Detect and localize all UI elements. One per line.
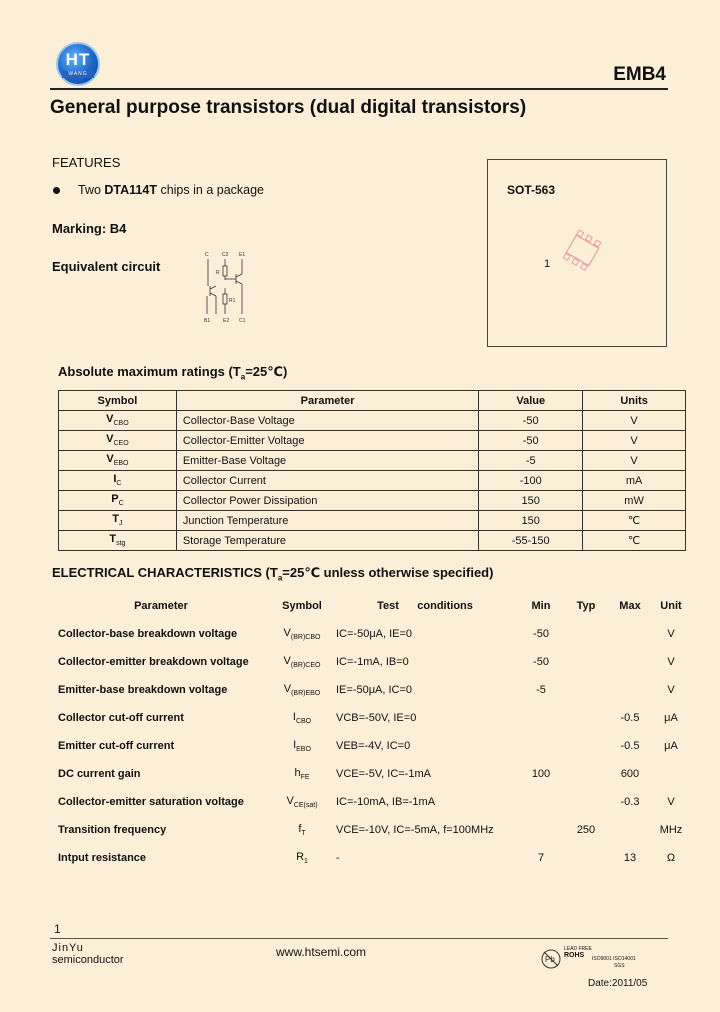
- cell-max: -0.3: [620, 796, 640, 808]
- table-row: [59, 531, 686, 551]
- cell-min: -50: [533, 656, 549, 668]
- cell-max: [608, 676, 652, 704]
- col-header-units: Units: [583, 391, 686, 411]
- col-header-symbol: Symbol: [282, 600, 322, 612]
- cell-typ: [564, 648, 608, 676]
- cert-text-2: ROHS: [564, 952, 585, 959]
- abs-max-title: [58, 364, 287, 382]
- cell-unit: ℃: [583, 531, 686, 551]
- elec-title: [52, 565, 493, 583]
- cell-symbol: $f_T$: [298, 822, 306, 838]
- elec-title-prefix: ELECTRICAL CHARACTERISTICS (T: [52, 565, 278, 580]
- cell-typ: [564, 760, 608, 788]
- table-header-row: [59, 391, 686, 411]
- header-divider: [50, 88, 668, 90]
- cell-unit: mW: [583, 491, 686, 511]
- col-header-typ: Typ: [576, 600, 596, 612]
- cell-parameter: Collector-base breakdown voltage: [58, 628, 238, 640]
- cell-typ: [564, 676, 608, 704]
- feature-part: DTA114T: [104, 183, 157, 197]
- table-row: [59, 451, 686, 471]
- circuit-r-label: R: [216, 270, 220, 276]
- abs-max-title-prefix: Absolute maximum ratings (T: [58, 364, 241, 379]
- cell-value: -5: [479, 451, 583, 471]
- circuit-pin-bottom-3: C1: [239, 318, 246, 324]
- cell-max: -0.5: [620, 712, 640, 724]
- cell-symbol: $I_{EBO}$: [293, 738, 311, 754]
- cell-symbol: $I_C$: [59, 471, 177, 491]
- cell-parameter: Storage Temperature: [176, 531, 478, 551]
- sot563-package-icon: [556, 228, 606, 278]
- table-row: [50, 732, 690, 760]
- marking-label: Marking: B4: [52, 221, 127, 236]
- cell-unit: V: [667, 656, 675, 668]
- revision-date: Date:2011/05: [588, 978, 648, 989]
- part-number: EMB4: [613, 64, 666, 85]
- cell-unit: V: [667, 628, 675, 640]
- cell-min: [518, 704, 564, 732]
- cell-unit: V: [667, 796, 675, 808]
- cell-symbol: $R_1$: [296, 850, 308, 866]
- cell-min: [518, 732, 564, 760]
- col-header-min: Min: [531, 600, 551, 612]
- cell-symbol: $V_{CBO}$: [59, 411, 177, 431]
- logo-text: HT: [65, 50, 91, 69]
- cell-parameter: Transition frequency: [58, 824, 167, 836]
- cell-max: [608, 648, 652, 676]
- table-row: [59, 511, 686, 531]
- cell-min: -50: [533, 628, 549, 640]
- cell-unit: V: [583, 411, 686, 431]
- col-header-value: Value: [479, 391, 583, 411]
- cell-max: 13: [623, 852, 637, 864]
- elec-char-table: [50, 592, 690, 872]
- cell-conditions: VCE=-10V, IC=-5mA, f=100MHz: [336, 824, 494, 836]
- cert-text-3: ISO9001 ISO14001: [592, 956, 636, 962]
- cell-parameter: DC current gain: [58, 768, 141, 780]
- elec-title-sub: a: [277, 573, 283, 583]
- circuit-pin-top-3: E1: [239, 252, 246, 258]
- cell-parameter: Emitter-base breakdown voltage: [58, 684, 228, 696]
- feature-item: [78, 183, 264, 197]
- cell-parameter: Intput resistance: [58, 852, 147, 864]
- cell-conditions: IC=-10mA, IB=-1mA: [336, 796, 436, 808]
- cell-value: -50: [479, 431, 583, 451]
- col-header-symbol: Symbol: [59, 391, 177, 411]
- table-row: [59, 411, 686, 431]
- cell-typ: [564, 844, 608, 872]
- logo-subtext: WANG: [62, 71, 94, 78]
- cell-unit: [652, 760, 690, 788]
- table-header-row: [50, 592, 690, 620]
- cell-typ: [564, 620, 608, 648]
- cell-parameter: Collector-emitter saturation voltage: [58, 796, 244, 808]
- circuit-label: Equivalent circuit: [52, 259, 161, 274]
- elec-title-suffix: =25℃ unless otherwise specified): [282, 565, 494, 580]
- cell-max: [608, 620, 652, 648]
- cell-unit: Ω: [666, 852, 676, 864]
- cell-value: -55-150: [479, 531, 583, 551]
- table-row: [59, 471, 686, 491]
- equivalent-circuit-diagram: [196, 248, 256, 324]
- cell-typ: [564, 788, 608, 816]
- cell-parameter: Junction Temperature: [176, 511, 478, 531]
- cell-value: 150: [479, 511, 583, 531]
- circuit-r1-label: R1: [229, 298, 236, 304]
- col-header-conditions: Test conditions: [377, 600, 473, 612]
- cell-conditions: VCB=-50V, IE=0: [336, 712, 417, 724]
- cell-parameter: Collector Power Dissipation: [176, 491, 478, 511]
- col-header-unit: Unit: [660, 600, 682, 612]
- cell-symbol: $I_{CBO}$: [292, 710, 312, 726]
- cell-symbol: $V_{CE(sat)}$: [286, 794, 318, 810]
- cell-parameter: Emitter cut-off current: [58, 740, 175, 752]
- svg-text:Pb: Pb: [545, 955, 555, 964]
- cell-parameter: Collector-emitter breakdown voltage: [58, 656, 249, 668]
- cell-conditions: VEB=-4V, IC=0: [336, 740, 411, 752]
- cell-max: 600: [620, 768, 640, 780]
- cell-min: 7: [537, 852, 545, 864]
- circuit-pin-top-1: C: [205, 252, 209, 258]
- circuit-pin-bottom-2: E2: [223, 318, 230, 324]
- features-heading: FEATURES: [52, 155, 121, 170]
- cell-parameter: Collector-Emitter Voltage: [176, 431, 478, 451]
- cell-typ: 250: [576, 824, 596, 836]
- cell-parameter: Collector-Base Voltage: [176, 411, 478, 431]
- table-row: [50, 704, 690, 732]
- lead-free-icon: [540, 948, 562, 970]
- table-row: [50, 648, 690, 676]
- table-row: [50, 760, 690, 788]
- website-link[interactable]: www.htsemi.com: [276, 945, 367, 959]
- cell-symbol: $V_{(BR)CEO}$: [283, 654, 321, 670]
- cell-unit: mA: [583, 471, 686, 491]
- cell-symbol: $V_{CEO}$: [59, 431, 177, 451]
- abs-max-table: [58, 390, 686, 551]
- table-row: [50, 788, 690, 816]
- footer-divider: [50, 938, 668, 939]
- cell-unit: V: [667, 684, 675, 696]
- cell-symbol: $T_{stg}$: [59, 531, 177, 551]
- package-name: SOT-563: [507, 183, 556, 197]
- package-pin-label: 1: [544, 258, 551, 270]
- cell-min: -5: [536, 684, 546, 696]
- cell-symbol: $V_{(BR)EBO}$: [283, 682, 321, 698]
- cell-unit: ℃: [583, 511, 686, 531]
- page-number: 1: [54, 922, 61, 936]
- cell-unit: V: [583, 431, 686, 451]
- cell-unit: μA: [664, 712, 678, 724]
- col-header-max: Max: [619, 600, 641, 612]
- cell-typ: [564, 704, 608, 732]
- feature-prefix: Two: [78, 183, 105, 197]
- cell-parameter: Collector Current: [176, 471, 478, 491]
- table-row: [59, 491, 686, 511]
- certification-badges: [540, 946, 640, 970]
- cell-value: 150: [479, 491, 583, 511]
- cell-min: [518, 788, 564, 816]
- cell-unit: μA: [664, 740, 678, 752]
- cell-unit: V: [583, 451, 686, 471]
- cell-conditions: -: [336, 852, 340, 864]
- bullet-icon: [53, 187, 60, 194]
- cert-text-1: LEAD FREE: [564, 946, 592, 952]
- cell-symbol: $h_{FE}$: [294, 766, 310, 782]
- cert-text-4: SGS: [614, 963, 625, 969]
- cell-conditions: VCE=-5V, IC=-1mA: [336, 768, 431, 780]
- abs-max-title-suffix: =25℃): [245, 364, 288, 379]
- cell-parameter: Collector cut-off current: [58, 712, 184, 724]
- abs-max-title-sub: a: [240, 372, 246, 382]
- circuit-pin-bottom-1: B1: [204, 318, 211, 324]
- cell-conditions: IC=-50μA, IE=0: [336, 628, 413, 640]
- cell-unit: MHz: [659, 824, 683, 836]
- cell-symbol: $T_J$: [59, 511, 177, 531]
- company-name-2: semiconductor: [52, 954, 124, 966]
- cell-max: -0.5: [620, 740, 640, 752]
- cell-min: [518, 816, 564, 844]
- cell-parameter: Emitter-Base Voltage: [176, 451, 478, 471]
- circuit-pin-top-2: C2: [222, 252, 229, 258]
- page-title: General purpose transistors (dual digital transistors): [50, 97, 527, 118]
- table-row: [50, 816, 690, 844]
- feature-suffix: chips in a package: [156, 183, 264, 197]
- table-row: [50, 676, 690, 704]
- cell-conditions: IE=-50μA, IC=0: [336, 684, 413, 696]
- cell-typ: [564, 732, 608, 760]
- table-row: [59, 431, 686, 451]
- table-row: [50, 620, 690, 648]
- cell-symbol: $V_{(BR)CBO}$: [283, 626, 321, 642]
- cell-max: [608, 816, 652, 844]
- cell-symbol: $V_{EBO}$: [59, 451, 177, 471]
- cell-value: -100: [479, 471, 583, 491]
- company-name: JinYu: [52, 942, 84, 954]
- cell-min: 100: [531, 768, 551, 780]
- package-box: [487, 159, 667, 347]
- col-header-parameter: Parameter: [176, 391, 478, 411]
- cell-value: -50: [479, 411, 583, 431]
- cell-symbol: $P_C$: [59, 491, 177, 511]
- company-logo: [56, 42, 100, 86]
- cell-conditions: IC=-1mA, IB=0: [336, 656, 409, 668]
- table-row: [50, 844, 690, 872]
- col-header-parameter: Parameter: [134, 600, 188, 612]
